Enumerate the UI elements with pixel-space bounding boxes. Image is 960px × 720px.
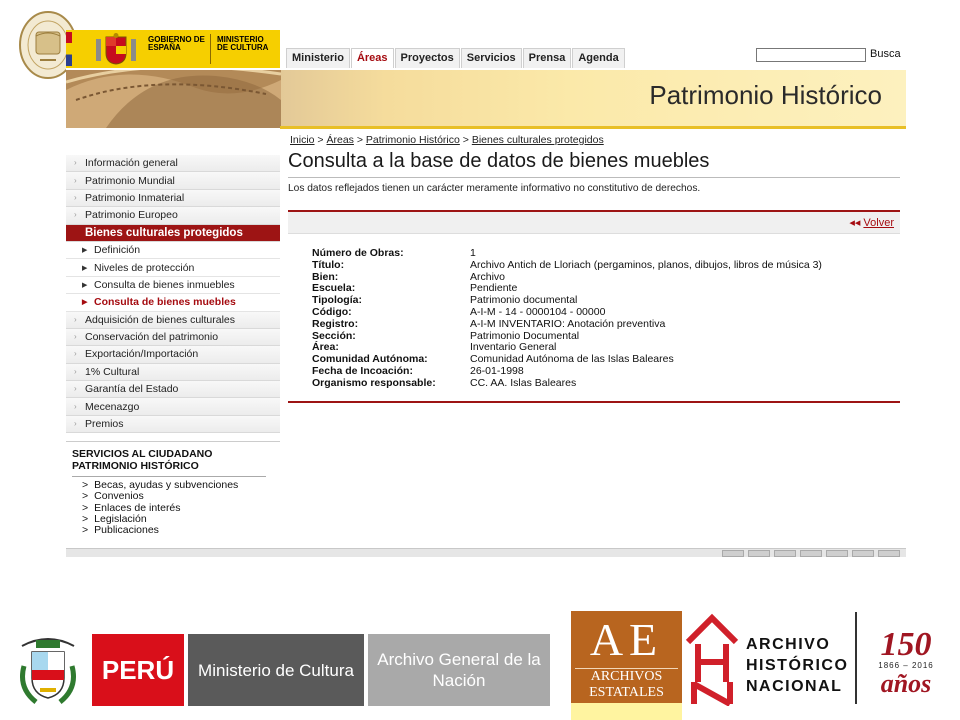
triangle-right-icon: ▶ <box>82 299 88 307</box>
chevron-right-icon: › <box>74 384 77 394</box>
sidebar-item-label: Patrimonio Inmaterial <box>85 191 185 204</box>
record-value: Patrimonio documental <box>470 294 578 307</box>
sidebar-item-label: Exportación/Importación <box>85 348 199 361</box>
bullet-arrow-icon: > <box>82 512 89 525</box>
result-panel <box>288 210 900 403</box>
record-value: Pendiente <box>470 282 518 295</box>
scrollbar-button[interactable] <box>800 550 822 557</box>
nav-tab[interactable]: Prensa <box>523 48 572 68</box>
disclaimer-text: Los datos reflejados tienen un carácter meramente informativo no constitutivo de derechos. <box>288 183 701 194</box>
record-value: CC. AA. Islas Baleares <box>470 376 577 389</box>
archivo-general-nacion-logo: Archivo General de la Nación <box>368 634 550 706</box>
record-row <box>312 366 822 378</box>
gobierno-label[interactable]: GOBIERNO DE ESPAÑA <box>148 35 205 52</box>
back-label: Volver <box>863 217 894 229</box>
services-link[interactable] <box>82 525 238 536</box>
services-divider <box>72 476 266 477</box>
ahn-line-2: HISTÓRICO <box>746 657 849 674</box>
record-value: 1 <box>470 247 476 259</box>
scrollbar-button[interactable] <box>852 550 874 557</box>
record-row <box>312 378 822 390</box>
sidebar-item-label: Bienes culturales protegidos <box>85 226 243 239</box>
sidebar-item[interactable] <box>66 312 280 329</box>
peru-coat-of-arms-logo <box>16 632 80 708</box>
anniversary-word: años <box>880 669 932 698</box>
record-row <box>312 307 822 319</box>
title-divider <box>288 177 900 178</box>
record-fields <box>312 248 822 390</box>
record-row <box>312 260 822 272</box>
breadcrumb-link[interactable]: Bienes culturales protegidos <box>471 134 604 146</box>
record-label: Sección: <box>312 329 356 342</box>
sidebar-item[interactable] <box>66 329 280 346</box>
sidebar-item[interactable] <box>66 155 280 172</box>
header-divider <box>210 34 211 64</box>
nav-tab[interactable]: Áreas <box>351 48 394 68</box>
back-arrow-icon: ◂◂ <box>849 217 864 229</box>
bullet-arrow-icon: > <box>82 490 89 503</box>
scrollbar-button[interactable] <box>748 550 770 557</box>
sidebar-item[interactable] <box>66 364 280 381</box>
result-toolbar <box>288 212 900 234</box>
chevron-right-icon: › <box>74 366 77 376</box>
record-label: Título: <box>312 258 345 271</box>
scrollbar-button[interactable] <box>722 550 744 557</box>
record-label: Fecha de Incoación: <box>312 364 413 377</box>
bullet-arrow-icon: > <box>82 501 89 514</box>
sidebar-nav <box>66 155 280 433</box>
record-label: Escuela: <box>312 282 356 295</box>
ahn-line-3: NACIONAL <box>746 678 843 695</box>
sidebar-item[interactable] <box>66 207 280 224</box>
record-label: Organismo responsable: <box>312 376 436 389</box>
chevron-right-icon: › <box>74 158 77 168</box>
bullet-arrow-icon: > <box>82 524 89 537</box>
sidebar-item-label: Definición <box>94 244 141 257</box>
scrollbar-button[interactable] <box>774 550 796 557</box>
browser-screenshot <box>66 30 906 557</box>
ministerio-cultura-logo: Ministerio de Cultura <box>188 634 364 706</box>
services-link-label: Becas, ayudas y subvenciones <box>94 479 239 491</box>
sidebar-item-label: Conservación del patrimonio <box>85 331 219 344</box>
services-link-label: Legislación <box>94 512 147 525</box>
sidebar-subitem[interactable] <box>66 242 280 259</box>
triangle-right-icon: ▶ <box>82 281 88 289</box>
scrollbar-button[interactable] <box>878 550 900 557</box>
anniversary-years: 1866 – 2016 <box>878 661 934 670</box>
breadcrumb-link[interactable]: Patrimonio Histórico <box>365 134 460 146</box>
breadcrumb-link[interactable]: Inicio <box>290 134 315 146</box>
breadcrumb-link[interactable]: Áreas <box>326 134 354 146</box>
sidebar-item-label: Adquisición de bienes culturales <box>85 313 236 326</box>
record-value: Inventario General <box>470 341 557 354</box>
sidebar-item[interactable] <box>66 190 280 207</box>
record-value: Patrimonio Documental <box>470 329 580 342</box>
spain-ministry-strip <box>571 703 682 720</box>
chevron-right-icon: › <box>74 314 77 324</box>
record-label: Comunidad Autónoma: <box>312 353 428 366</box>
archivos-estatales-logo <box>571 611 682 703</box>
peru-logo: PERÚ <box>92 634 184 706</box>
chevron-right-icon: › <box>74 175 77 185</box>
services-link-label: Convenios <box>94 490 144 503</box>
record-row <box>312 319 822 331</box>
sidebar-item-label: 1% Cultural <box>85 365 140 378</box>
breadcrumb-separator: > <box>353 134 366 146</box>
sidebar-item-label: Niveles de protección <box>94 261 195 274</box>
sidebar-item[interactable] <box>66 416 280 433</box>
scrollbar-button[interactable] <box>826 550 848 557</box>
chevron-right-icon: › <box>74 332 77 342</box>
sidebar-item-label: Patrimonio Europeo <box>85 209 178 222</box>
triangle-right-icon: ▶ <box>82 247 88 255</box>
spain-coat-of-arms-icon <box>94 33 138 65</box>
services-link-label: Publicaciones <box>94 524 159 537</box>
record-value: 26-01-1998 <box>470 364 524 377</box>
ae-text: ARCHIVOS ESTATALES <box>589 669 664 700</box>
sidebar-item[interactable] <box>66 172 280 189</box>
ministerio-label[interactable]: MINISTERIO DE CULTURA <box>217 35 269 52</box>
ae-monogram: AE <box>589 614 664 665</box>
nav-tab[interactable]: Ministerio <box>286 48 350 68</box>
chevron-right-icon: › <box>74 419 77 429</box>
record-label: Área: <box>312 341 339 354</box>
chevron-right-icon: › <box>74 401 77 411</box>
nav-tab[interactable]: Agenda <box>572 48 624 68</box>
record-label: Número de Obras: <box>312 247 404 259</box>
sidebar-item-label: Consulta de bienes muebles <box>94 296 236 309</box>
search-button[interactable]: Busca <box>870 48 901 60</box>
sidebar-item[interactable] <box>66 381 280 398</box>
sidebar-item-label: Garantía del Estado <box>85 383 179 396</box>
sidebar-item[interactable] <box>66 398 280 415</box>
ahn-line-1: ARCHIVO <box>746 636 831 653</box>
sidebar-item-label: Consulta de bienes inmuebles <box>94 278 235 291</box>
archivo-historico-nacional-text <box>746 634 848 697</box>
chevron-right-icon: › <box>74 192 77 202</box>
nav-tab[interactable]: Proyectos <box>395 48 460 68</box>
record-value: A-I-M - 14 - 0000104 - 00000 <box>470 305 606 318</box>
record-row <box>312 331 822 343</box>
sidebar-subitem[interactable] <box>66 277 280 294</box>
back-link[interactable] <box>849 216 894 229</box>
chevron-right-icon: › <box>74 349 77 359</box>
record-label: Registro: <box>312 317 359 330</box>
sidebar-item[interactable] <box>66 346 280 363</box>
sidebar-item-label: Información general <box>85 157 178 170</box>
record-value: Archivo Antich de Lloriach (pergaminos, planos, dibujos, libros de música 3) <box>470 258 822 271</box>
main-nav <box>286 48 626 68</box>
bullet-arrow-icon: > <box>82 479 89 491</box>
banner-title: Patrimonio Histórico <box>649 80 882 110</box>
sidebar-item-label: Patrimonio Mundial <box>85 174 175 187</box>
sidebar-item-label: Mecenazgo <box>85 400 140 413</box>
triangle-right-icon: ▶ <box>82 264 88 272</box>
spain-flag-stripe <box>66 32 72 66</box>
record-value: A-I-M INVENTARIO: Anotación preventiva <box>470 317 666 330</box>
services-links <box>82 480 238 536</box>
logo-divider <box>855 612 857 704</box>
breadcrumb-separator: > <box>314 134 327 146</box>
breadcrumb-separator: > <box>459 134 472 146</box>
search-input[interactable] <box>756 48 866 62</box>
nav-tab[interactable]: Servicios <box>461 48 522 68</box>
services-link-label: Enlaces de interés <box>94 501 181 514</box>
services-panel <box>66 441 280 551</box>
sidebar-item[interactable] <box>66 225 280 242</box>
anniversary-number: 150 <box>880 626 932 663</box>
ahn-mark-icon <box>684 612 740 706</box>
record-row <box>312 272 822 284</box>
sidebar-subitem[interactable] <box>66 259 280 276</box>
record-value: Comunidad Autónoma de las Islas Baleares <box>470 353 674 366</box>
banner-underline <box>280 126 906 129</box>
record-value: Archivo <box>470 270 506 283</box>
services-title: SERVICIOS AL CIUDADANO PATRIMONIO HISTÓRICO <box>72 448 213 472</box>
record-label: Tipología: <box>312 294 362 307</box>
breadcrumb <box>290 134 604 146</box>
horizontal-scrollbar[interactable] <box>66 548 906 557</box>
anniversary-150-logo <box>866 626 946 698</box>
record-label: Código: <box>312 305 352 318</box>
sidebar-subitem[interactable] <box>66 294 280 311</box>
sidebar-item-label: Premios <box>85 418 124 431</box>
page-title: Consulta a la base de datos de bienes muebles <box>288 150 710 172</box>
chevron-right-icon: › <box>74 210 77 220</box>
record-label: Bien: <box>312 270 339 283</box>
alhambra-arch-image <box>66 70 281 128</box>
